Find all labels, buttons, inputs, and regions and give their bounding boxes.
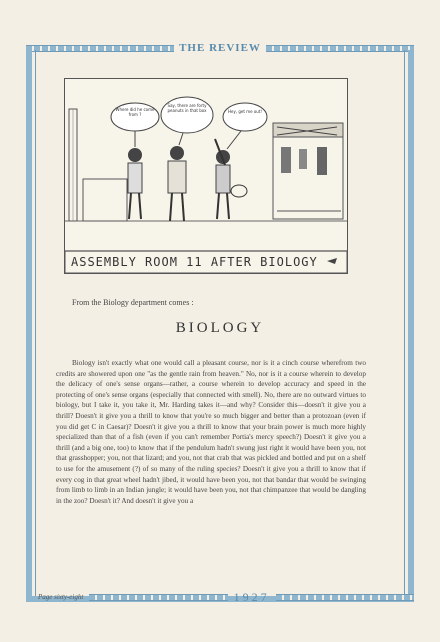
speech-bubble-3: Hey, get me out! — [227, 109, 262, 114]
footer-ornament-left — [89, 594, 227, 601]
footer-year: 1927 — [233, 589, 270, 604]
arrow-icon — [327, 258, 337, 264]
cartoon-drawing — [65, 79, 347, 273]
article-intro: From the Biology department comes : — [72, 298, 194, 307]
speech-bubble-2: Say, there are forty peanuts in that box — [167, 103, 207, 113]
cartoon-illustration — [64, 78, 348, 274]
speech-bubble-1: Where did he come from ? — [115, 107, 155, 117]
footer-ornament-right — [276, 594, 414, 601]
cartoon-caption: ASSEMBLY ROOM 11 AFTER BIOLOGY — [71, 255, 318, 269]
article-body: Biology isn't exactly what one would call a pleasant course, nor is it a cinch course wherefrom two credits are showered upon one "as the gentle rain from heaven." No, nor is it a course wherein to develop the delicacy of one's sense organs—rather, a course wherein to develop accuracy and speed in the protecting of one's sense organs (especially that connected with smell). No, there are no outward virtues to biology, but I take it, you take it, Mr. Harding takes it—and why? Consider this—doesn't it give you a thrill? Doesn't it give you a thrill to know that you're so much bigger and better than a protozoan (even if you did get C in Caesar)? Doesn't it give you a thrill to know that your brain power is much more highly specialized than that of a fish (even if you can't remember Portia's mercy speech?) Doesn't it give you a thrill (and a big one, too) to know that if the pendulum hadn't swung just right it would have been you, not that grasshopper; you, not that lizard; and you, not that crab that was pickled and bottled and put on a shelf to use for the amusement (?) of so many of the ruling species? Doesn't it give you a thrill to know that if every cog in that great wheel hadn't jibed, it would have been you, not that bandar that would be swinging from limb to limb in an Indian jungle; it would have been you, not that chimpanzee that would be dangling in the zoo? Doesn't it? And doesn't it give you a — [56, 359, 366, 505]
article-title: BIOLOGY — [175, 320, 265, 336]
page-number: Page sixty-eight — [38, 593, 84, 601]
header-title: THE REVIEW — [179, 42, 261, 54]
page-footer — [26, 590, 414, 604]
